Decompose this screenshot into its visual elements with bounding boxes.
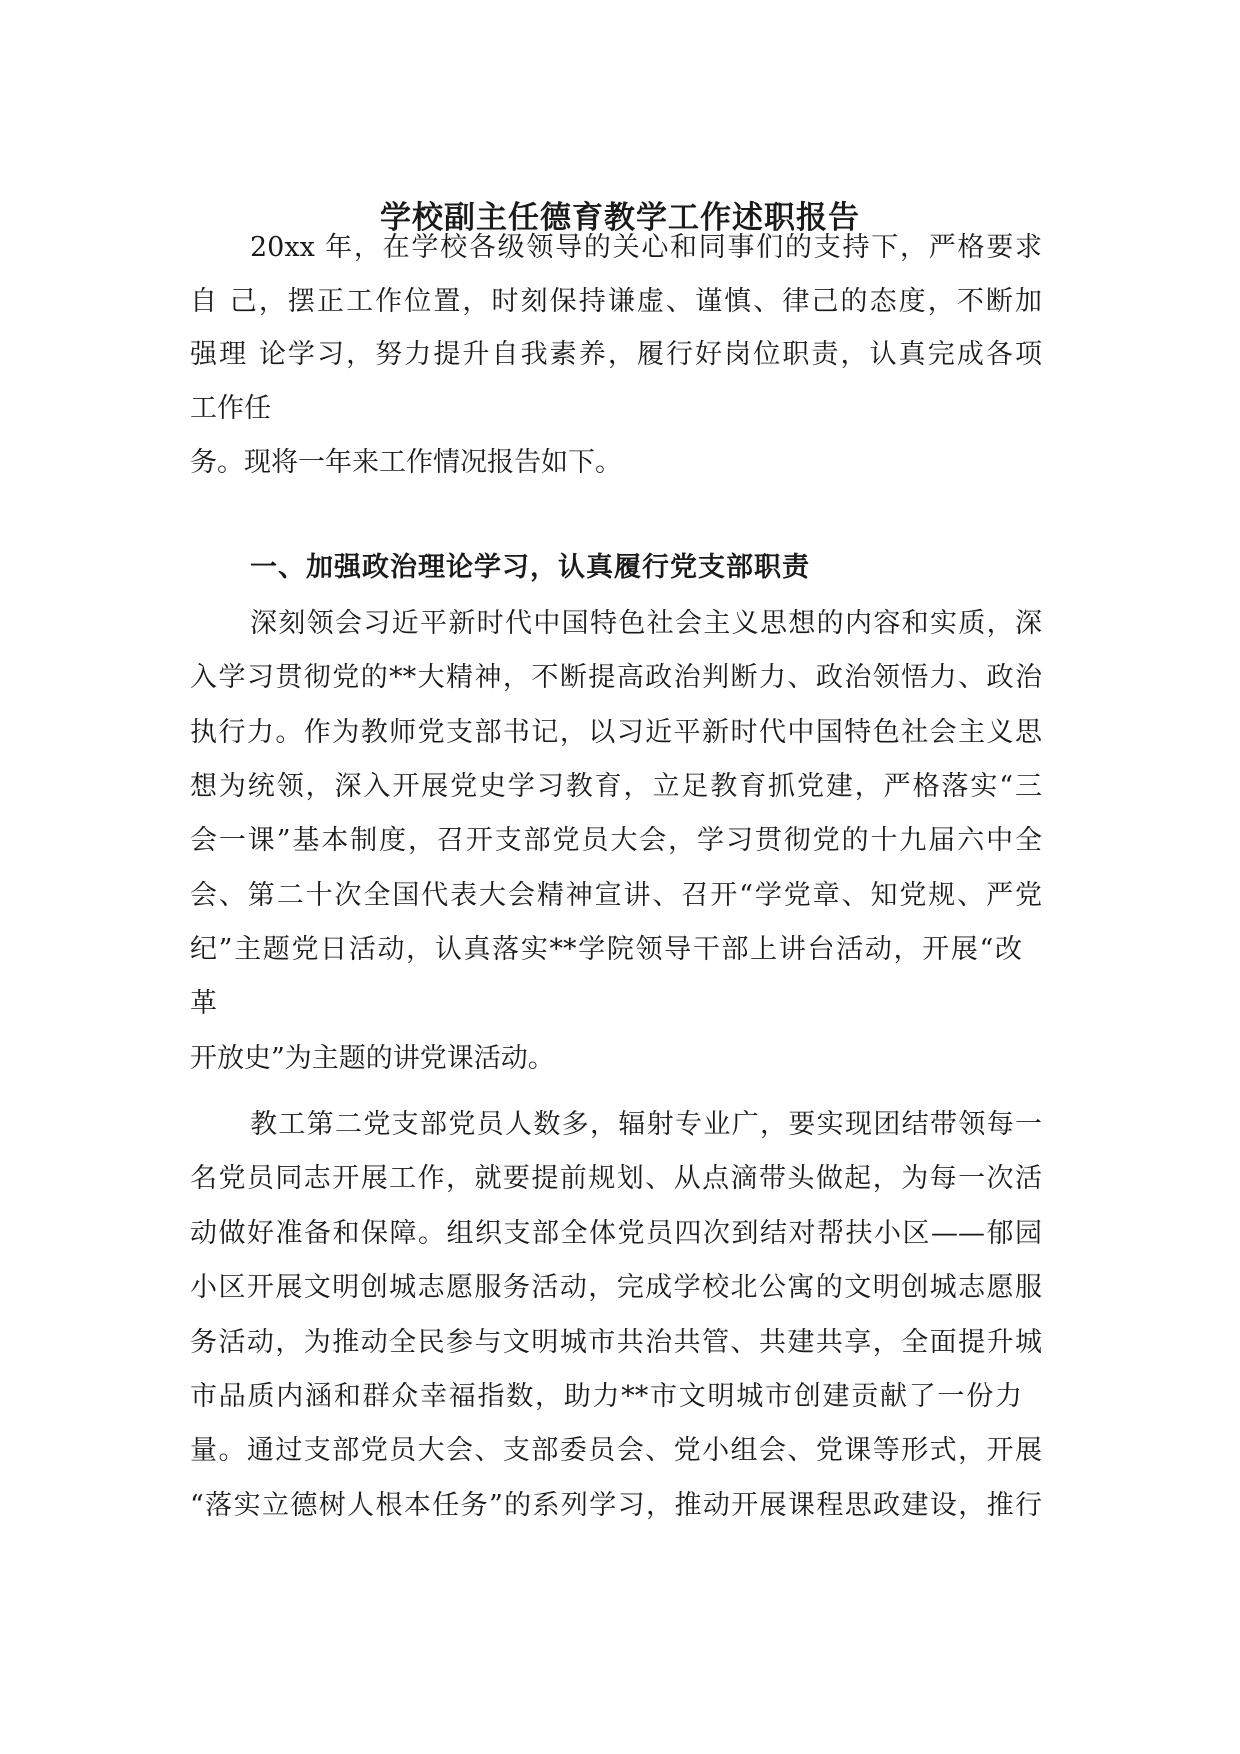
intro-line-2: 自 己，摆正工作位置，时刻保持谦虚、谨慎、律己的态度，不断加 xyxy=(190,286,1042,317)
para2-line-2: 名党员同志开展工作，就要提前规划、从点滴带头做起，为每一次活 xyxy=(190,1163,1042,1194)
para2-line-7: 量。通过支部党员大会、支部委员会、党小组会、党课等形式，开展 xyxy=(190,1435,1042,1466)
para2-line-5: 务活动，为推动全民参与文明城市共治共管、共建共享，全面提升城 xyxy=(190,1327,1042,1358)
para1-line-5: 会一课”基本制度，召开支部党员大会，学习贯彻党的十九届六中全 xyxy=(190,825,1042,856)
para2-line-6: 市品质内涵和群众幸福指数，助力**市文明城市创建贡献了一份力 xyxy=(190,1381,1022,1412)
para2-line-4: 小区开展文明创城志愿服务活动，完成学校北公寓的文明创城志愿服 xyxy=(190,1272,1042,1303)
intro-line-1: 20xx 年，在学校各级领导的关心和同事们的支持下，严格要求 xyxy=(250,232,1042,263)
para1-line-3: 执行力。作为教师党支部书记，以习近平新时代中国特色社会主义思 xyxy=(190,717,1042,748)
intro-line-5: 务。现将一年来工作情况报告如下。 xyxy=(190,447,622,478)
para2-line-1: 教工第二党支部党员人数多，辐射专业广，要实现团结带领每一 xyxy=(250,1109,1042,1140)
para2-line-3: 动做好准备和保障。组织支部全体党员四次到结对帮扶小区——郁园 xyxy=(190,1218,1042,1249)
para1-line-1: 深刻领会习近平新时代中国特色社会主义思想的内容和实质，深 xyxy=(250,608,1042,639)
para1-line-8: 革 xyxy=(190,988,217,1019)
para2-line-8: “落实立德树人根本任务”的系列学习，推动开展课程思政建设，推行 xyxy=(190,1490,1042,1521)
intro-line-4: 工作任 xyxy=(190,393,271,424)
para1-line-2: 入学习贯彻党的**大精神，不断提高政治判断力、政治领悟力、政治 xyxy=(190,662,1042,693)
document-title: 学校副主任德育教学工作述职报告 xyxy=(380,200,860,236)
para1-line-7: 纪”主题党日活动，认真落实**学院领导干部上讲台活动，开展“改 xyxy=(190,934,1022,965)
para1-line-4: 想为统领，深入开展党史学习教育，立足教育抓党建，严格落实“三 xyxy=(190,771,1042,802)
para1-line-9: 开放史”为主题的讲党课活动。 xyxy=(190,1043,555,1074)
intro-line-3: 强理 论学习，努力提升自我素养，履行好岗位职责，认真完成各项 xyxy=(190,339,1042,370)
para1-line-6: 会、第二十次全国代表大会精神宣讲、召开“学党章、知党规、严党 xyxy=(190,880,1042,911)
section-heading-1: 一、加强政治理论学习，认真履行党支部职责 xyxy=(250,552,810,583)
